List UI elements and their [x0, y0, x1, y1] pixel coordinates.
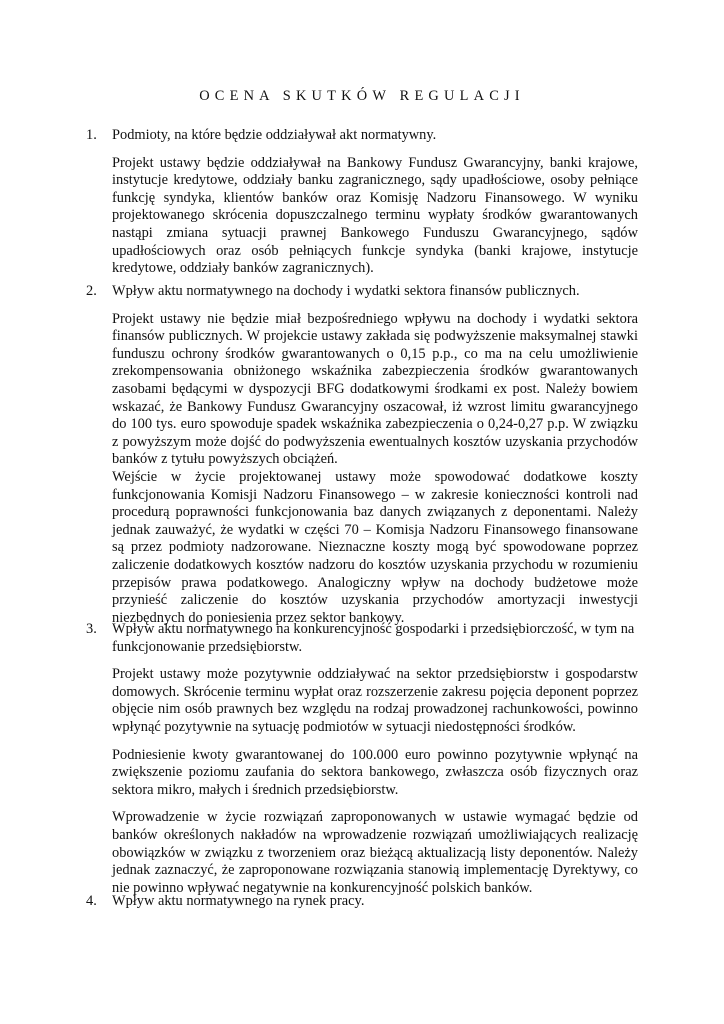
section-heading: Podmioty, na które będzie oddziaływał akt normatywny.	[112, 127, 437, 143]
section-heading: Wpływ aktu normatywnego na konkurencyjność gospodarki i przedsiębiorczość, w tym na funkcjonowanie przedsiębiorstw.	[112, 621, 635, 655]
section-number: 2.	[86, 283, 97, 299]
section-paragraph: Wejście w życie projektowanej ustawy może spowodować dodatkowe koszty funkcjonowania Komisji Nadzoru Finansowego – w zakresie konieczności kontroli nad procedurą poprawności funkcjonowania baz danych związanych z deponentami. Należy jednak zauważyć, że wydatki w części 70 – Komisja Nadzoru Finansowego finansowane są przez podmioty nadzorowane. Nieznaczne koszty mogą być spowodowane poprzez zaliczenie dodatkowych kosztów nadzoru do kosztów uzyskania przychodu w rozumieniu przepisów prawa podatkowego. Analogiczny wpływ na dochody budżetowe może przynieść zaliczenie do kosztów uzyskania przychodów amortyzacji inwestycji niezbędnych do poniesienia przez sektor bankowy.	[112, 468, 638, 626]
section-number: 1.	[86, 127, 97, 143]
section-heading: Wpływ aktu normatywnego na rynek pracy.	[112, 893, 365, 909]
section-2	[86, 283, 638, 627]
section-1	[86, 127, 638, 278]
section-paragraph: Projekt ustawy będzie oddziaływał na Bankowy Fundusz Gwarancyjny, banki krajowe, instytucje kredytowe, oddziały banku zagranicznego, sądy upadłościowe, osoby pełniące funkcję syndyka, klientów banków oraz Komisję Nadzoru Finansowego. W wyniku projektowanego skrócenia dopuszczalnego terminu wypłaty środków gwarantowanych nastąpi zmiana sytuacji prawnej Bankowego Funduszu Gwarancyjnego, sądów upadłościowych oraz osób pełniących funkcje syndyka (banki krajowe, instytucje kredytowe, oddziały banków zagranicznych).	[112, 154, 638, 277]
section-paragraph: Wprowadzenie w życie rozwiązań zaproponowanych w ustawie wymagać będzie od banków określonych nakładów na wprowadzenie rozwiązań umożliwiających realizację obowiązków w związku z tworzeniem oraz bieżącą aktualizacją listy deponentów. Należy jednak zaznaczyć, że zaproponowane rozwiązania stanowią implementację Dyrektywy, co nie powinno wpływać negatywnie na konkurencyjność polskich banków.	[112, 809, 638, 896]
section-paragraph: Projekt ustawy nie będzie miał bezpośredniego wpływu na dochody i wydatki sektora finansów publicznych. W projekcie ustawy zakłada się podwyższenie maksymalnej stawki funduszu ochrony środków gwarantowanych o 0,15 p.p., co ma na celu umożliwienie zrekompensowania obniżonego wskaźnika zabezpieczenia środków gwarantowanych zasobami będącymi w dyspozycji BFG dodatkowymi środkami ex post. Należy bowiem wskazać, że Bankowy Fundusz Gwarancyjny oszacował, iż wzrost limitu gwarancyjnego do 100 tys. euro spowoduje spadek wskaźnika zabezpieczenia o 0,24-0,27 p.p. W związku z powyższym może dojść do podwyższenia ewentualnych kosztów uzyskania przychodów banków z tytułu powyższych obciążeń.	[112, 310, 638, 468]
section-heading: Wpływ aktu normatywnego na dochody i wydatki sektora finansów publicznych.	[112, 283, 580, 299]
section-number: 3.	[86, 621, 97, 637]
section-paragraph: Podniesienie kwoty gwarantowanej do 100.000 euro powinno pozytywnie wpłynąć na zwiększenie poziomu zaufania do sektora bankowego, zwłaszcza osób fizycznych oraz sektora mikro, małych i średnich przedsiębiorstw.	[112, 746, 638, 798]
section-number: 4.	[86, 893, 97, 909]
section-paragraph: Projekt ustawy może pozytywnie oddziaływać na sektor przedsiębiorstw i gospodarstw domowych. Skrócenie terminu wypłat oraz rozszerzenie zakresu pojęcia deponent poprzez objęcie nim osób prawnych bez względu na rodzaj prowadzonej rachunkowości, powinno wpłynąć pozytywnie na sytuację podmiotów w sytuacji niedostępności środków.	[112, 666, 638, 735]
document-title: OCENA SKUTKÓW REGULACJI	[199, 88, 525, 104]
section-3	[86, 621, 638, 897]
section-4	[86, 893, 638, 911]
